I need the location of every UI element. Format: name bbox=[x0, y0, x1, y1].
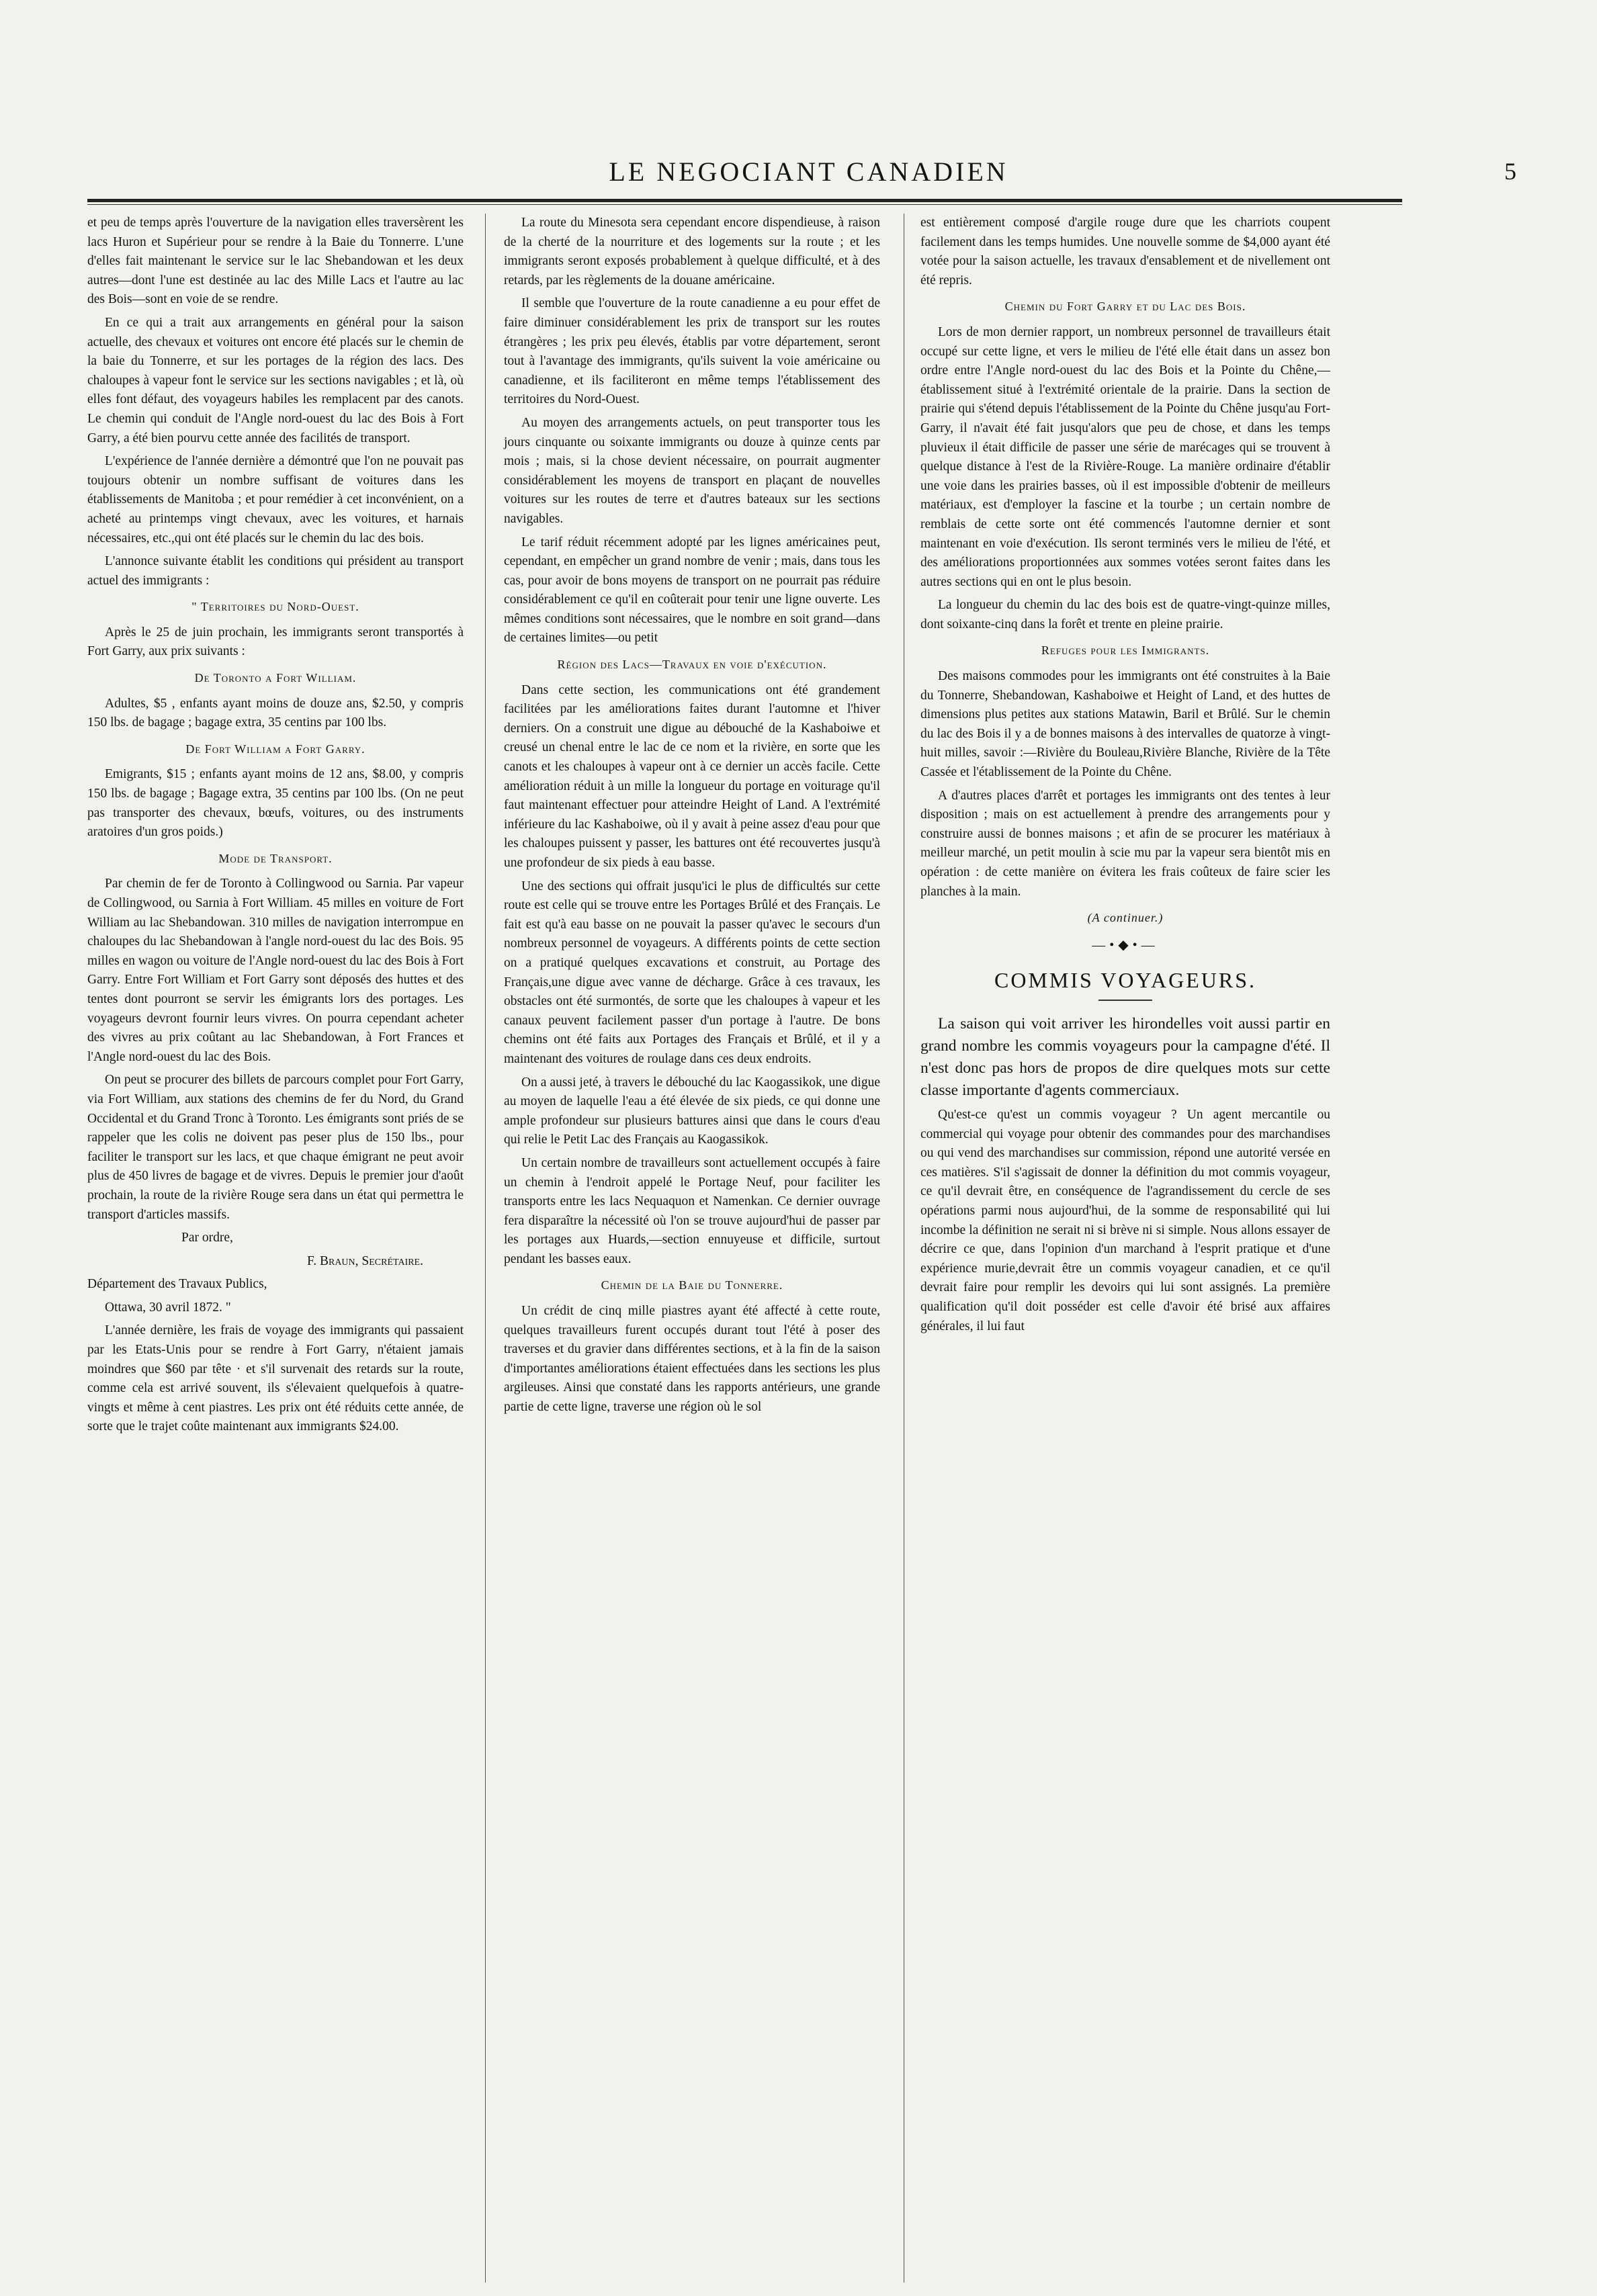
paragraph: La longueur du chemin du lac des bois est de quatre-vingt-quinze milles, dont soixante-cinq dans la forêt et trente en pleine prairie. bbox=[920, 598, 1330, 631]
column-2 bbox=[504, 214, 880, 1421]
paragraph: En ce qui a trait aux arrangements en général pour la saison actuelle, des chevaux et voitures ont encore été placés sur le chemin de la baie du Tonnerre, et sur les portages de la région des lacs. Des chaloupes à vapeur font le service sur les sections navigables ; et là, où elles font défaut, des voyageurs habiles les remplacent par des canots. Le chemin qui conduit de l'Angle nord-ouest du lac des Bois à Fort Garry, a été bien pourvu cette année des facilités de transport. bbox=[87, 315, 464, 445]
continued-note: (A continuer.) bbox=[1087, 911, 1164, 925]
paragraph: La route du Minesota sera cependant encore dispendieuse, à raison de la cherté de la nourriture et des logements sur la route ; et les immigrants seront exposés probablement à quelque difficulté, et à des retards, par les règlements de la douane américaine. bbox=[504, 216, 880, 288]
section-heading: Refuges pour les Immigrants. bbox=[1041, 644, 1210, 658]
paragraph: Il semble que l'ouverture de la route canadienne a eu pour effet de faire diminuer considérablement les prix de transport sur les routes étrangères ; les prix peu élevés, établis par votre département, seront tout à l'avantage des immigrants, qu'ils suivent la voie américaine ou canadienne, et ils faciliteront en même temps l'établissement des territoires du Nord-Ouest. bbox=[504, 296, 880, 407]
signature-name: F. Braun, Secrétaire. bbox=[306, 1253, 423, 1268]
paragraph: et peu de temps après l'ouverture de la navigation elles traversèrent les lacs Huron et Supérieur pour se rendre à la Baie du Tonnerre. L'une d'elles fait maintenant le service sur le lac Shebandowan et les deux autres—dont l'une est destinée au lac des Mille Lacs et l'autre au lac des Bois—sont en voie de se rendre. bbox=[87, 216, 464, 307]
paragraph: Dans cette section, les communications ont été grandement facilitées par les améliorations faites durant l'automne et l'hiver derniers. On a construit une digue au débouché de la Kashaboiwe et creusé un chenal entre le lac de ce nom et la rivière, en sorte que les canots et les chaloupes à vapeur ont à ce dernier un accès facile. Cette amélioration réduit à un mille la longueur du portage en voiturage qu'il faut maintenant effectuer pour atteindre Height of Land. A l'extrémité inférieure du lac Kashaboiwe, où il y avait à peine assez d'eau pour que les chaloupes puissent y passer, les battures ont été recouvertes jusqu'à une profondeur de six pieds à eau basse. bbox=[504, 682, 880, 870]
paragraph: La saison qui voit arriver les hirondelles voit aussi partir en grand nombre les commis voyageurs pour la campagne d'été. Il n'est donc pas hors de propos de dire quelques mots sur cette classe importante d'agents commerciaux. bbox=[920, 1014, 1330, 1099]
page-header bbox=[81, 156, 1537, 196]
paragraph: Une des sections qui offrait jusqu'ici le plus de difficultés sur cette route est celle qui se trouve entre les Portages Brûlé et des Français. Le fait est qu'à eau basse on ne pouvait la passer qu'avec le secours d'un nombreux personnel de voyageurs. A différents points de cette section on a pratiqué quelques excavations et construit, au Portage des Français,une digue avec vanne de décharge. Grâce à ces travaux, les obstacles ont été surmontés, de sorte que les chaloupes à vapeur et les canaux peuvent facilement passer d'un portage à l'autre. De bons chemins ont été faits aux Portages des Français et Brûlé, et il y a maintenant des voitures de roulage dans ces deux endroits. bbox=[504, 879, 880, 1066]
column-1 bbox=[87, 214, 464, 1441]
paragraph: L'année dernière, les frais de voyage des immigrants qui passaient par les Etats-Unis pour se rendre à Fort Garry, n'étaient jamais moindres que $60 par tête · et s'il survenait des retards sur la route, comme cela est arrivé souvent, ils s'élevaient quelquefois à quatre-vingts et même à cent piastres. Les prix ont été réduits cette année, de sorte que le trajet coûte maintenant aux immigrants $24.00. bbox=[87, 1323, 464, 1434]
paragraph: Emigrants, $15 ; enfants ayant moins de 12 ans, $8.00, y compris 150 lbs. de bagage ; Bagage extra, 35 centins par 100 lbs. (On ne peut pas transporter des chevaux, bœufs, voitures, ou des instruments aratoires d'un gros poids.) bbox=[87, 767, 464, 840]
section-heading: De Toronto a Fort William. bbox=[194, 671, 357, 685]
signature-line: Par ordre, bbox=[181, 1231, 233, 1245]
section-heading: Région des Lacs—Travaux en voie d'exécution. bbox=[557, 658, 827, 672]
title-rule bbox=[1098, 1000, 1152, 1001]
paragraph: Un crédit de cinq mille piastres ayant été affecté à cette route, quelques travailleurs furent occupés durant tout l'été à poser des traverses et du gravier dans différentes sections, et à la fin de la saison d'importantes améliorations étaient effectuées dans les sections les plus argileuses. Ainsi que constaté dans les rapports antérieurs, une grande partie de cette ligne, traverse une région où le sol bbox=[504, 1304, 880, 1415]
section-heading: " Territoires du Nord-Ouest. bbox=[191, 600, 359, 614]
section-heading: De Fort William a Fort Garry. bbox=[185, 742, 365, 756]
ornament-divider: —•◆•— bbox=[1092, 937, 1159, 953]
paragraph: On peut se procurer des billets de parcours complet pour Fort Garry, via Fort William, aux stations des chemins de fer du Nord, du Grand Occidental et du Grand Tronc à Toronto. Les émigrants sont priés de se rappeler que les colis ne doivent pas peser plus de 150 lbs., pour faciliter le transport sur les lacs, et que chaque émigrant ne peut avoir plus de 450 livres de bagage et de vivres. Depuis le premier jour d'août prochain, la route de la rivière Rouge sera dans un état qui permettra le transport d'articles massifs. bbox=[87, 1073, 464, 1222]
paragraph: Après le 25 de juin prochain, les immigrants seront transportés à Fort Garry, aux prix suivants : bbox=[87, 625, 464, 659]
paragraph: Un certain nombre de travailleurs sont actuellement occupés à faire un chemin à l'endroit appelé le Portage Neuf, pour faciliter les transports entre les lacs Nequaquon et Namenkan. Ce dernier ouvrage fera disparaître la nécessité où l'on se trouve aujourd'hui de passer par les portages aux Huards,—section ennuyeuse et difficile, surtout pendant les basses eaux. bbox=[504, 1155, 880, 1266]
signature-dept: Département des Travaux Publics, bbox=[87, 1277, 267, 1292]
paragraph: Par chemin de fer de Toronto à Collingwood ou Sarnia. Par vapeur de Collingwood, ou Sarnia à Fort William. 45 milles en voiture de Fort William au lac Shebandowan. 310 milles de navigation interrompue en chaloupes du lac Shebandowan à l'angle nord-ouest du lac des Bois. 95 milles en wagon ou voiture de l'Angle nord-ouest du lac des Bois à Fort Garry. Entre Fort William et Fort Garry sont déposés des huttes et des tentes dont pourront se servir les émigrants lors des portages. Les voyageurs devront fournir leurs vivres. On pourra cependant acheter des vivres au prix coûtant au lac Shebandowan, à Fort Frances et l'Angle nord-ouest du lac des Bois. bbox=[87, 877, 464, 1064]
column-divider bbox=[485, 214, 486, 2283]
section-heading: Chemin du Fort Garry et du Lac des Bois. bbox=[1004, 300, 1246, 314]
paragraph: Adultes, $5 , enfants ayant moins de douze ans, $2.50, y compris 150 lbs. de bagage ; bagage extra, 35 centins par 100 lbs. bbox=[87, 696, 464, 730]
paragraph: est entièrement composé d'argile rouge dure que les charriots coupent facilement dans les temps humides. Une nouvelle somme de $4,000 ayant été votée pour la saison actuelle, les travaux d'ensablement et de nivellement ont été repris. bbox=[920, 216, 1330, 288]
header-rule-thin bbox=[87, 204, 1402, 205]
masthead: LE NEGOCIANT CANADIEN bbox=[609, 157, 1008, 187]
paragraph: Au moyen des arrangements actuels, on peut transporter tous les jours cinquante ou soixante immigrants ou douze à quinze cents par mois ; mais, si la chose devient nécessaire, on pourrait augmenter considérablement les moyens de transport en plaçant de nouvelles voitures sur les routes de terre et d'autres bateaux sur les sections navigables. bbox=[504, 415, 880, 526]
paragraph: A d'autres places d'arrêt et portages les immigrants ont des tentes à leur disposition ; mais on est actuellement à prendre des arrangements pour y construire aussi de bonnes maisons ; et afin de se procurer les matériaux à meilleur marché, un petit moulin à scie mu par la vapeur sera bientôt mis en opération : de cette manière on évitera les frais coûteux de faire scier les planches à la main. bbox=[920, 788, 1330, 899]
signature-date: Ottawa, 30 avril 1872. " bbox=[105, 1300, 231, 1315]
paragraph: Le tarif réduit récemment adopté par les lignes américaines peut, cependant, en empêcher un grand nombre de venir ; mais, dans tous les cas, pour avoir de bons moyens de transport on ne pourrait pas réduire considérablement ce qu'il en coûterait pour tenir une ligne ouverte. Les mêmes conditions sont nécessaires, que le nombre en soit grand—dans de certaines limites—ou petit bbox=[504, 535, 880, 646]
section-heading: Chemin de la Baie du Tonnerre. bbox=[601, 1278, 783, 1292]
paragraph: Lors de mon dernier rapport, un nombreux personnel de travailleurs était occupé sur cette ligne, et vers le milieu de l'été elle était dans un assez bon ordre entre l'Angle nord-ouest du lac des Bois et la Pointe du Chêne,—établissement situé à l'extrémité orientale de la prairie. Dans la section de prairie qui s'étend depuis l'établissement de la Pointe du Chêne jusqu'au Fort-Garry, il n'avait été fait jusqu'alors que peu de chose, et dans les temps pluvieux il était difficile de passer une série de marécages qui se trouvent à quelque distance à l'est de la Rivière-Rouge. La manière ordinaire d'établir une voie dans les prairies basses, où il est impossible d'obtenir de meilleurs matériaux, est d'employer la fascine et la tourbe ; un certain nombre de remblais de cette sorte ont été commencés l'automne dernier et sont maintenant en voie d'exécution. Ils seront terminés vers le milieu de l'été, et des améliorations proportionnées aux sommes votées seront faites dans les autres sections qui en ont le plus besoin. bbox=[920, 324, 1330, 589]
paragraph: L'annonce suivante établit les conditions qui président au transport actuel des immigrants : bbox=[87, 554, 464, 588]
header-rule bbox=[87, 199, 1402, 202]
paragraph: On a aussi jeté, à travers le débouché du lac Kaogassikok, une digue au moyen de laquelle l'eau a été élevée de six pieds, ce qui donne une ample profondeur sur plusieurs battures ainsi que dans le cours d'eau qui relie le Petit Lac des Français au Kaogassikok. bbox=[504, 1075, 880, 1147]
paragraph: Qu'est-ce qu'est un commis voyageur ? Un agent mercantile ou commercial qui voyage pour obtenir des commandes pour des marchandises ou qui vend des marchandises sur commission, répond une autorité versée en ces matières. S'il s'agissait de donner la définition du mot commis voyageur, ce qu'il devrait être, en conséquence de l'agrandissement du cercle de ses opérations parmi nous aujourd'hui, de la somme de responsabilité qui lui incombe la définition ne serait ni si brève ni si simple. Nous allons essayer de décrire ce que, dans l'opinion d'un marchand à l'esprit pratique et d'une expérience murie,devrait être un commis voyageur canadien, et ce qu'il devrait faire pour remplir les devoirs qui lui sont assignés. La première qualification qu'il doit posséder est celle d'avoir été brisé aux affaires générales, il lui faut bbox=[920, 1107, 1330, 1333]
column-3 bbox=[920, 214, 1330, 1340]
page-number: 5 bbox=[1504, 158, 1516, 185]
paragraph: L'expérience de l'année dernière a démontré que l'on ne pouvait pas toujours obtenir un nombre suffisant de voitures dans les établissements de Manitoba ; et pour remédier à cet inconvénient, on a acheté au printemps vingt chevaux, avec les voitures, et harnais nécessaires, etc.,qui ont été placés sur le chemin du lac des bois. bbox=[87, 454, 464, 545]
section-heading: Mode de Transport. bbox=[218, 851, 333, 865]
paragraph: Des maisons commodes pour les immigrants ont été construites à la Baie du Tonnerre, Shebandowan, Kashaboiwe et Height of Land, et des huttes de dimensions plus petites aux stations Matawin, Baril et Brûlé. Sur le chemin du lac des Bois il y a de bonnes maisons à des intervalles de quatorze à vingt-huit milles, savoir :—Rivière du Bouleau,Rivière Blanche, Rivière de la Tête Cassée et l'établissement de la Pointe du Chêne. bbox=[920, 669, 1330, 780]
article-title: COMMIS VOYAGEURS. bbox=[994, 968, 1257, 993]
